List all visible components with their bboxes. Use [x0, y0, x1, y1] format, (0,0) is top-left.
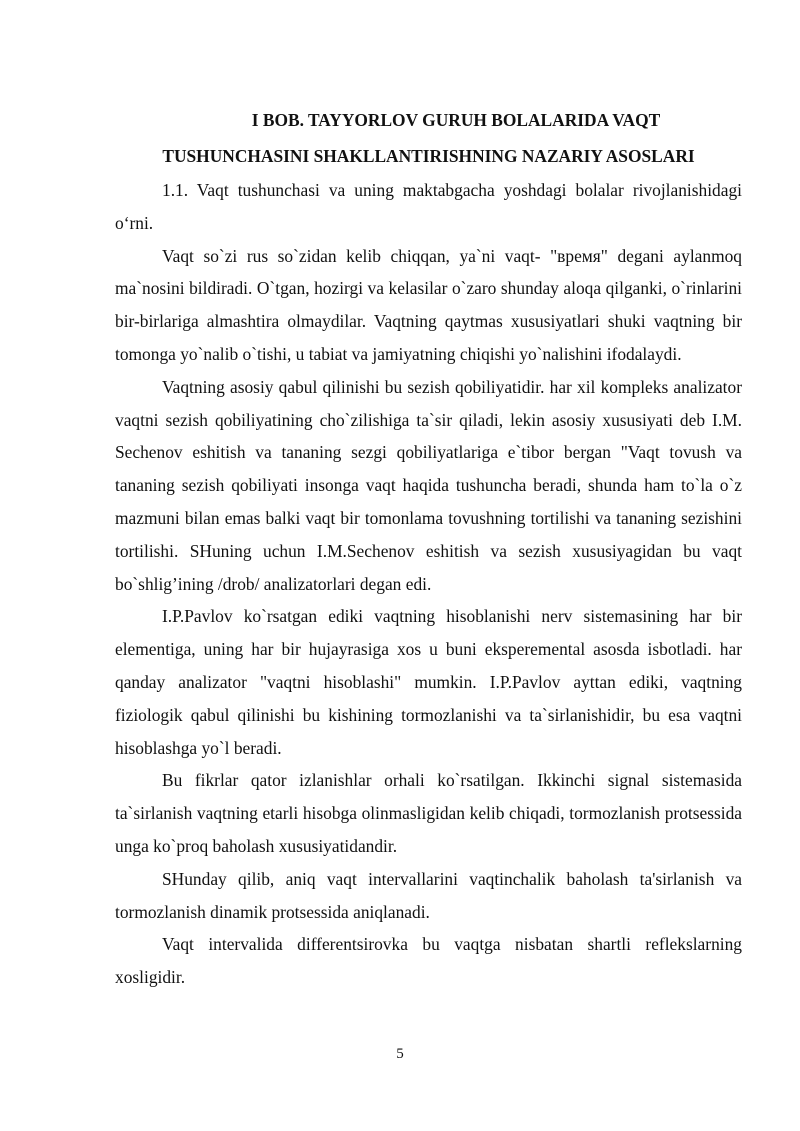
paragraph-2: Vaqtning asosiy qabul qilinishi bu sezish qobiliyatidir. har xil kompleks analizator vaqtni sezish qobiliyatining cho`zilishiga ta`sir qiladi, lekin asosiy xususiyati deb I.M. Sechenov eshitish va tananing sezgi qobiliyatlariga e`tibor bergan "Vaqt tovush va tananing sezish qobiliyati insonga vaqt haqida tushuncha beradi, shunda ham to`la o`z mazmuni bilan emas balki vaqt bir tomonlama tovushning tortilishi va tananing sezishini tortilishi. SHuning uchun I.M.Sechenov eshitish va sezish xususiyagidan bu vaqt bo`shlig’ining /drob/ analizatorlari degan edi.	[115, 376, 742, 594]
paragraph-5: SHunday qilib, aniq vaqt intervallarini vaqtinchalik baholash ta'sirlanish va tormozlanish dinamik protsessida aniqlanadi.	[115, 868, 742, 922]
paragraph-6: Vaqt intervalida differentsirovka bu vaqtga nisbatan shartli reflekslarning xosligidir.	[115, 934, 742, 988]
section-heading: 1.1. Vaqt tushunchasi va uning maktabgacha yoshdagi bolalar rivojlanishidagi o‘rni.	[115, 180, 742, 233]
chapter-title	[115, 102, 742, 174]
paragraph-1: Vaqt so`zi rus so`zidan kelib chiqqan, ya`ni vaqt- "время" degani aylanmoq ma`nosini bildiradi. O`tgan, hozirgi va kelasilar o`zaro shunday aloqa qilganki, o`rinlarini bir-birlariga almashtira olmaydilar. Vaqtning qaytmas xususiyatlari shuki vaqtning bir tomonga yo`nalib o`tishi, u tabiat va jamiyatning chiqishi yo`nalishini ifodalaydi.	[115, 245, 742, 364]
chapter-title-line-2: TUSHUNCHASINI SHAKLLANTIRISHNING NAZARIY ASOSLARI	[162, 146, 695, 166]
paragraph-4: Bu fikrlar qator izlanishlar orhali ko`rsatilgan. Ikkinchi signal sistemasida ta`sirlanish vaqtning etarli hisobga olinmasligidan kelib chiqadi, tormozlanish protsessida unga ko`proq baholash xususiyatidandir.	[115, 770, 742, 856]
paragraph-3: I.P.Pavlov ko`rsatgan ediki vaqtning hisoblanishi nerv sistemasining har bir elementiga, uning har bir hujayrasiga xos u buni eksperemental asosda isbotladi. har qanday analizator "vaqtni hisoblashi" mumkin. I.P.Pavlov ayttan ediki, vaqtning fiziologik qabul qilinishi bu kishining tormozlanishi va ta`sirlanishidir, bu esa vaqtni hisoblashga yo`l beradi.	[115, 606, 742, 758]
page-content	[115, 102, 742, 994]
chapter-title-line-1: I BOB. TAYYORLOV GURUH BOLALARIDA VAQT	[251, 110, 661, 130]
page-number: 5	[396, 1046, 404, 1062]
